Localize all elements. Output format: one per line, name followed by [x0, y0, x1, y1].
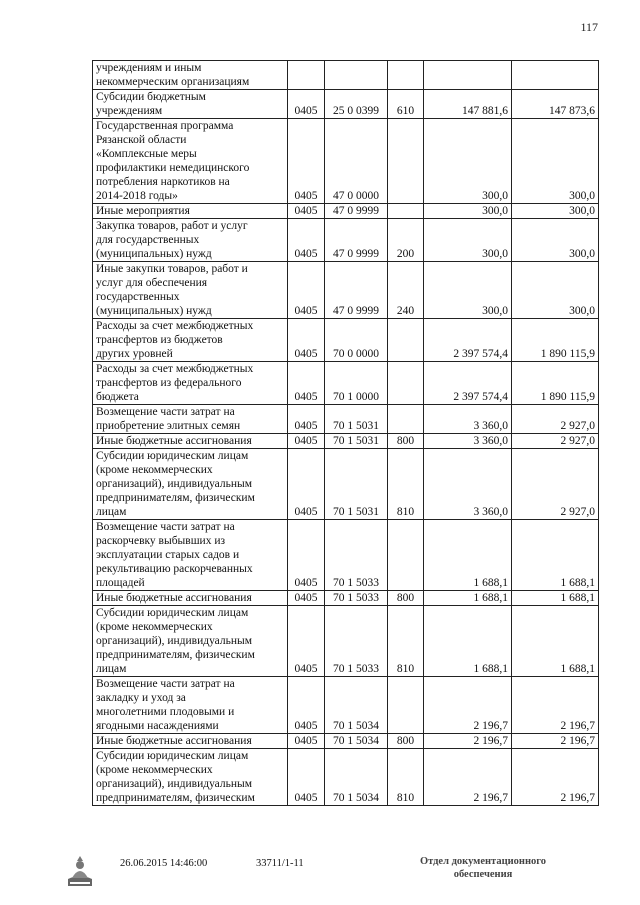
row-code: 47 0 9999	[325, 219, 388, 262]
row-type	[388, 677, 424, 734]
row-type: 800	[388, 591, 424, 606]
table-row	[93, 61, 599, 90]
row-section: 0405	[288, 90, 325, 119]
row-section: 0405	[288, 204, 325, 219]
table-row	[93, 119, 599, 204]
row-name: Возмещение части затрат на раскорчевку выбывших из эксплуатации старых садов и рекультивацию раскорчеванных площадей	[93, 520, 288, 591]
row-type	[388, 319, 424, 362]
table-row	[93, 591, 599, 606]
row-section: 0405	[288, 449, 325, 520]
table-row	[93, 362, 599, 405]
row-section: 0405	[288, 734, 325, 749]
row-value-1: 1 688,1	[424, 520, 512, 591]
row-code: 47 0 9999	[325, 204, 388, 219]
row-type	[388, 61, 424, 90]
row-name: Иные бюджетные ассигнования	[93, 734, 288, 749]
row-section: 0405	[288, 262, 325, 319]
row-section: 0405	[288, 606, 325, 677]
row-value-2: 2 196,7	[512, 734, 599, 749]
row-value-1: 1 688,1	[424, 606, 512, 677]
row-code: 70 1 5031	[325, 449, 388, 520]
row-type: 240	[388, 262, 424, 319]
row-value-1: 3 360,0	[424, 434, 512, 449]
row-code: 70 1 5033	[325, 591, 388, 606]
row-value-1	[424, 61, 512, 90]
footer-department: Отдел документационного обеспечения	[419, 856, 547, 880]
table-row	[93, 405, 599, 434]
row-value-2: 2 196,7	[512, 749, 599, 806]
row-type: 810	[388, 749, 424, 806]
table-row	[93, 434, 599, 449]
row-value-2: 2 196,7	[512, 677, 599, 734]
row-value-1: 300,0	[424, 262, 512, 319]
row-value-1: 300,0	[424, 119, 512, 204]
table-row	[93, 204, 599, 219]
row-value-1: 2 196,7	[424, 677, 512, 734]
row-section: 0405	[288, 119, 325, 204]
row-name: Субсидии юридическим лицам (кроме некоммерческих организаций), индивидуальным предпринимателям, физическим лицам	[93, 606, 288, 677]
row-value-2: 1 688,1	[512, 591, 599, 606]
row-name: учреждениям и иным некоммерческим организациям	[93, 61, 288, 90]
row-value-2: 1 890 115,9	[512, 362, 599, 405]
row-type	[388, 119, 424, 204]
row-code	[325, 61, 388, 90]
row-value-2: 300,0	[512, 262, 599, 319]
row-value-2: 1 688,1	[512, 520, 599, 591]
row-value-1: 3 360,0	[424, 405, 512, 434]
row-name: Иные бюджетные ассигнования	[93, 591, 288, 606]
table-row	[93, 319, 599, 362]
row-section: 0405	[288, 520, 325, 591]
row-name: Иные закупки товаров, работ и услуг для обеспечения государственных (муниципальных) нужд	[93, 262, 288, 319]
row-code: 70 1 5033	[325, 520, 388, 591]
row-value-2	[512, 61, 599, 90]
row-value-2: 300,0	[512, 119, 599, 204]
row-value-2: 2 927,0	[512, 434, 599, 449]
footer-doc-number: 33711/1-11	[256, 858, 304, 869]
table-row	[93, 520, 599, 591]
row-name: Субсидии бюджетным учреждениям	[93, 90, 288, 119]
row-name: Государственная программа Рязанской области «Комплексные меры профилактики немедицинского потребления наркотиков на 2014-2018 годы»	[93, 119, 288, 204]
row-code: 70 1 5034	[325, 734, 388, 749]
row-value-2: 2 927,0	[512, 449, 599, 520]
row-type	[388, 520, 424, 591]
row-value-2: 300,0	[512, 204, 599, 219]
row-value-1: 2 397 574,4	[424, 319, 512, 362]
table-row	[93, 734, 599, 749]
row-type	[388, 204, 424, 219]
table-row	[93, 262, 599, 319]
row-code: 47 0 0000	[325, 119, 388, 204]
row-value-1: 2 196,7	[424, 749, 512, 806]
row-section: 0405	[288, 677, 325, 734]
table-row	[93, 449, 599, 520]
row-name: Субсидии юридическим лицам (кроме некоммерческих организаций), индивидуальным предпринимателям, физическим	[93, 749, 288, 806]
row-value-2: 147 873,6	[512, 90, 599, 119]
row-section: 0405	[288, 405, 325, 434]
row-name: Расходы за счет межбюджетных трансфертов из бюджетов других уровней	[93, 319, 288, 362]
row-type: 810	[388, 449, 424, 520]
row-name: Расходы за счет межбюджетных трансфертов из федерального бюджета	[93, 362, 288, 405]
row-type	[388, 405, 424, 434]
row-value-1: 300,0	[424, 219, 512, 262]
footer-timestamp: 26.06.2015 14:46:00	[120, 858, 208, 869]
row-name: Закупка товаров, работ и услуг для государственных (муниципальных) нужд	[93, 219, 288, 262]
budget-table	[92, 60, 599, 806]
row-section	[288, 61, 325, 90]
row-value-1: 2 397 574,4	[424, 362, 512, 405]
row-section: 0405	[288, 749, 325, 806]
budget-table-body	[93, 61, 599, 806]
row-value-1: 1 688,1	[424, 591, 512, 606]
row-name: Иные бюджетные ассигнования	[93, 434, 288, 449]
row-type: 610	[388, 90, 424, 119]
row-name: Субсидии юридическим лицам (кроме некоммерческих организаций), индивидуальным предпринимателям, физическим лицам	[93, 449, 288, 520]
row-code: 47 0 9999	[325, 262, 388, 319]
row-section: 0405	[288, 219, 325, 262]
row-name: Возмещение части затрат на приобретение элитных семян	[93, 405, 288, 434]
row-type: 200	[388, 219, 424, 262]
row-code: 70 0 0000	[325, 319, 388, 362]
row-code: 70 1 5034	[325, 677, 388, 734]
row-type: 800	[388, 434, 424, 449]
row-code: 70 1 5031	[325, 434, 388, 449]
row-value-1: 2 196,7	[424, 734, 512, 749]
table-row	[93, 749, 599, 806]
row-value-2: 2 927,0	[512, 405, 599, 434]
table-row	[93, 219, 599, 262]
row-type: 800	[388, 734, 424, 749]
table-row	[93, 606, 599, 677]
coat-of-arms-icon	[62, 855, 98, 889]
table-row	[93, 677, 599, 734]
row-value-2: 1 890 115,9	[512, 319, 599, 362]
row-code: 70 1 5034	[325, 749, 388, 806]
row-value-1: 300,0	[424, 204, 512, 219]
row-section: 0405	[288, 591, 325, 606]
row-code: 25 0 0399	[325, 90, 388, 119]
row-code: 70 1 0000	[325, 362, 388, 405]
row-section: 0405	[288, 434, 325, 449]
row-code: 70 1 5033	[325, 606, 388, 677]
row-code: 70 1 5031	[325, 405, 388, 434]
row-type	[388, 362, 424, 405]
row-name: Возмещение части затрат на закладку и уход за многолетними плодовыми и ягодными насаждениями	[93, 677, 288, 734]
page-number: 117	[580, 20, 598, 34]
row-value-2: 1 688,1	[512, 606, 599, 677]
row-type: 810	[388, 606, 424, 677]
row-section: 0405	[288, 362, 325, 405]
row-name: Иные мероприятия	[93, 204, 288, 219]
row-value-1: 3 360,0	[424, 449, 512, 520]
table-row	[93, 90, 599, 119]
row-section: 0405	[288, 319, 325, 362]
row-value-1: 147 881,6	[424, 90, 512, 119]
row-value-2: 300,0	[512, 219, 599, 262]
